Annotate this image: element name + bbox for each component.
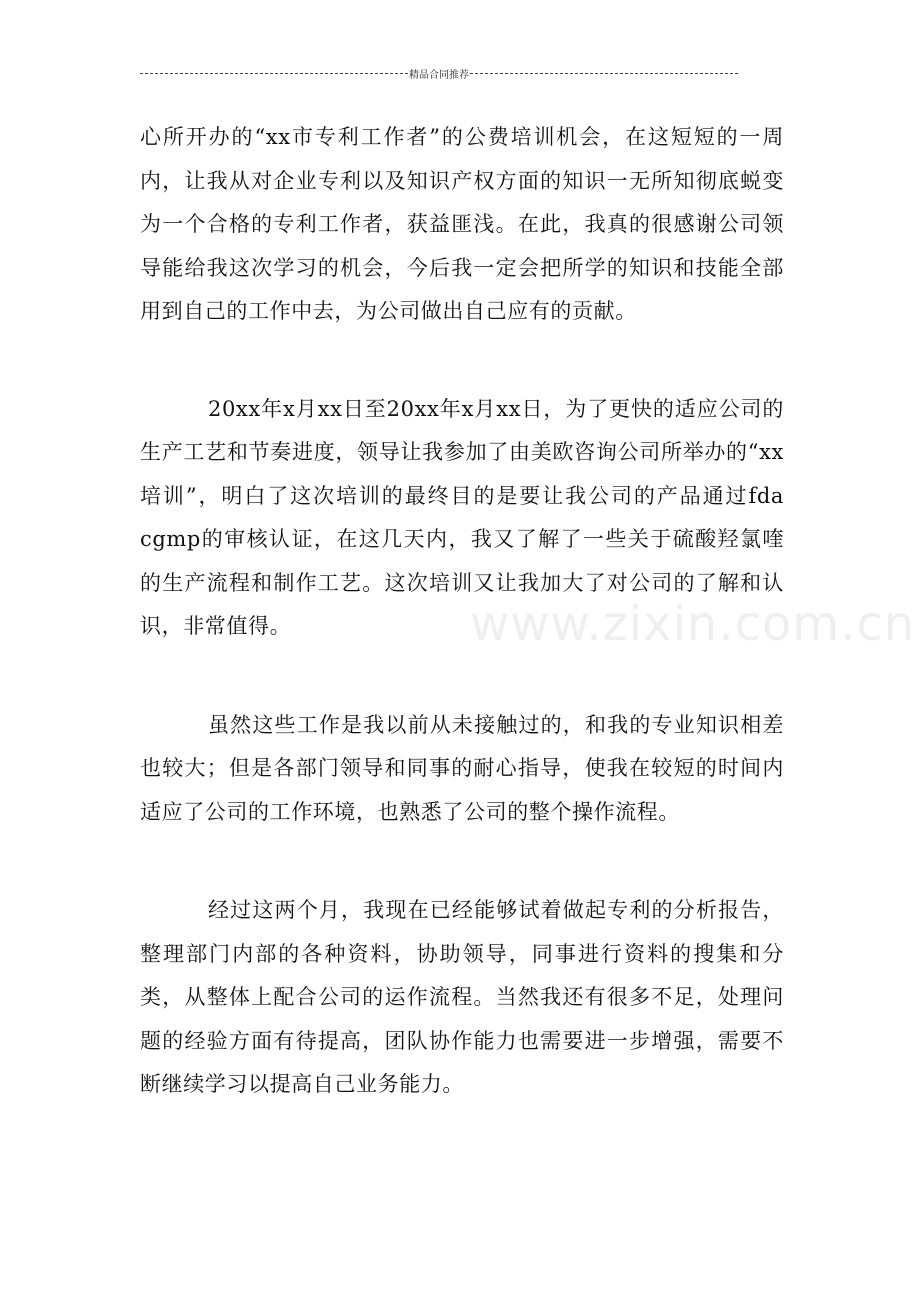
document-body [140, 116, 784, 1107]
paragraph-2: 20xx年x月xx日至20xx年x月xx日，为了更快的适应公司的生产工艺和节奏进度，领导让我参加了由美欧咨询公司所举办的“xx培训”，明白了这次培训的最终目的是要让我公司的产品通过fda cgmp的审核认证，在这几天内，我又了解了一些关于硫酸羟氯喹的生产流程和制作工艺。这次培训又让我加大了对公司的了解和认识，非常值得。 [140, 396, 784, 638]
header-title: 精品合同推荐 [409, 70, 469, 81]
paragraph-3: 虽然这些工作是我以前从未接触过的，和我的专业知识相差也较大；但是各部门领导和同事的耐心指导，使我在较短的时间内适应了公司的工作环境，也熟悉了公司的整个操作流程。 [140, 712, 784, 824]
paragraph-4: 经过这两个月，我现在已经能够试着做起专利的分析报告，整理部门内部的各种资料，协助领导，同事进行资料的搜集和分类，从整体上配合公司的运作流程。当然我还有很多不足，处理问题的经验方面有待提高，团队协作能力也需要进一步增强，需要不断继续学习以提高自己业务能力。 [140, 898, 784, 1096]
header-rule-right [470, 73, 738, 74]
header-rule-left [140, 73, 408, 74]
paragraph-1: 心所开办的“xx市专利工作者”的公费培训机会，在这短短的一周内，让我从对企业专利以及知识产权方面的知识一无所知彻底蜕变为一个合格的专利工作者，获益匪浅。在此，我真的很感谢公司领导能给我这次学习的机会，今后我一定会把所学的知识和技能全部用到自己的工作中去，为公司做出自己应有的贡献。 [140, 125, 784, 323]
page-header [140, 66, 738, 81]
watermark: www.zixin.com.cn [470, 596, 916, 652]
